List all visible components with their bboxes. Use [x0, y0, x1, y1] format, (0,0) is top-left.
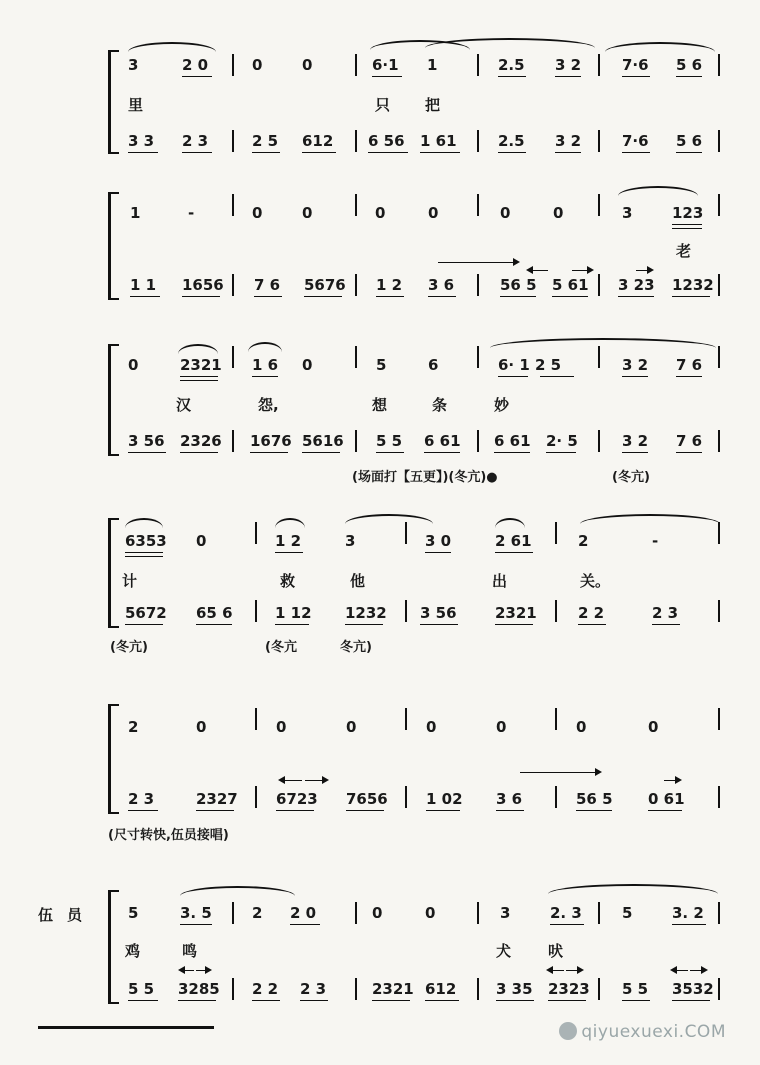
arrow: [548, 970, 564, 971]
note: 1 2: [376, 276, 403, 294]
arrow: [572, 270, 592, 271]
note: 6353: [125, 532, 167, 550]
note: 0: [302, 356, 313, 374]
note: 6723: [276, 790, 318, 808]
arrow: [196, 970, 210, 971]
note: 1 2: [275, 532, 302, 550]
arrow: [520, 772, 600, 773]
performance-annotation: 冬亢): [340, 640, 372, 655]
arrow: [280, 780, 302, 781]
performance-annotation: (场面打【五更】)(冬亢)●: [352, 470, 498, 485]
watermark-text: qiyuexuexi.COM: [581, 1022, 726, 1042]
note: 3 6: [496, 790, 523, 808]
note: 3 35: [496, 980, 533, 998]
note: 2327: [196, 790, 238, 808]
note: 1232: [345, 604, 387, 622]
system-brace: [108, 704, 119, 814]
slur: [128, 42, 216, 52]
lyric: 汉: [176, 396, 192, 414]
arrow: [566, 970, 582, 971]
logo-icon: [559, 1022, 577, 1040]
arrow: [672, 970, 688, 971]
note: 7 6: [254, 276, 281, 294]
note: 3 2: [555, 132, 582, 150]
note: 3 2: [622, 432, 649, 450]
note: 2323: [548, 980, 590, 998]
note: 3 2: [555, 56, 582, 74]
slur: [425, 38, 595, 48]
note: 6· 1 2 5: [498, 356, 562, 374]
note: 3. 2: [672, 904, 704, 922]
note: 7 6: [676, 356, 703, 374]
note: 7·6: [622, 56, 649, 74]
note: 2 61: [495, 532, 532, 550]
note: 1: [427, 56, 438, 74]
note: -: [188, 204, 195, 222]
note: 0: [128, 356, 139, 374]
note: 5: [128, 904, 139, 922]
note: 0: [553, 204, 564, 222]
note: 7656: [346, 790, 388, 808]
note: 56 5: [576, 790, 613, 808]
slur: [605, 42, 715, 52]
lyric: 出: [492, 572, 508, 590]
note: 1656: [182, 276, 224, 294]
note: 1 12: [275, 604, 312, 622]
tempo-annotation: (尺寸转快,伍员接唱): [108, 828, 229, 843]
note: 2 3: [300, 980, 327, 998]
note: 0: [372, 904, 383, 922]
note: 2 2: [252, 980, 279, 998]
arrow: [690, 970, 706, 971]
note: 0 61: [648, 790, 685, 808]
note: -: [652, 532, 659, 550]
slur: [248, 342, 282, 352]
note: 7·6: [622, 132, 649, 150]
lyric: 计: [122, 572, 138, 590]
note: 3 6: [428, 276, 455, 294]
note: 2321: [180, 356, 222, 374]
slur: [490, 338, 716, 348]
note: 65 6: [196, 604, 233, 622]
lyric: 里: [128, 96, 144, 114]
note: 2.5: [498, 56, 525, 74]
note: 1 02: [426, 790, 463, 808]
note: 0: [252, 56, 263, 74]
note: 1676: [250, 432, 292, 450]
lyric: 救: [280, 572, 296, 590]
note: 3 3: [128, 132, 155, 150]
note: 6 61: [424, 432, 461, 450]
slur: [125, 518, 163, 528]
note: 0: [375, 204, 386, 222]
note: 5 6: [676, 132, 703, 150]
performance-annotation: (冬亢): [612, 470, 650, 485]
note: 1: [130, 204, 141, 222]
note: 5 5: [622, 980, 649, 998]
lyric: 想: [372, 396, 388, 414]
note: 5 5: [376, 432, 403, 450]
note: 2 0: [290, 904, 317, 922]
note: 2 3: [182, 132, 209, 150]
slur: [178, 344, 218, 354]
slur: [345, 514, 433, 524]
watermark: [559, 1022, 726, 1042]
note: 0: [346, 718, 357, 736]
note: 5676: [304, 276, 346, 294]
note: 2 2: [578, 604, 605, 622]
lyric: 老: [676, 242, 692, 260]
note: 1 1: [130, 276, 157, 294]
note: 5616: [302, 432, 344, 450]
note: 612: [425, 980, 457, 998]
note: 2: [128, 718, 139, 736]
lyric: 鸡: [125, 942, 141, 960]
slur: [618, 186, 698, 196]
lyric: 吠: [548, 942, 564, 960]
note: 1 6: [252, 356, 279, 374]
system-brace: [108, 50, 119, 154]
note: 3: [622, 204, 633, 222]
note: 2· 5: [546, 432, 578, 450]
lyric: 条: [432, 396, 448, 414]
lyric: 鸣: [182, 942, 198, 960]
arrow: [305, 780, 327, 781]
note: 0: [500, 204, 511, 222]
slur: [495, 518, 525, 528]
lyric: 犬: [496, 942, 512, 960]
lyric: 他: [350, 572, 366, 590]
note: 3 0: [425, 532, 452, 550]
note: 2 3: [652, 604, 679, 622]
slur: [548, 884, 718, 894]
note: 0: [302, 204, 313, 222]
slur: [275, 518, 305, 528]
note: 7 6: [676, 432, 703, 450]
note: 1 61: [420, 132, 457, 150]
note: 56 5: [500, 276, 537, 294]
note: 3 56: [420, 604, 457, 622]
note: 2321: [372, 980, 414, 998]
note: 0: [496, 718, 507, 736]
note: 5: [622, 904, 633, 922]
lyric: 只: [375, 96, 391, 114]
note: 2.5: [498, 132, 525, 150]
note: 612: [302, 132, 334, 150]
arrow: [438, 262, 518, 263]
lyric: 关。: [580, 572, 611, 590]
note: 3 23: [618, 276, 655, 294]
note: 2 5: [252, 132, 279, 150]
performance-annotation: (冬亢: [265, 640, 297, 655]
note: 6 61: [494, 432, 531, 450]
slur: [180, 886, 295, 896]
arrow: [528, 270, 548, 271]
note: 0: [196, 532, 207, 550]
note: 2: [252, 904, 263, 922]
note: 2. 3: [550, 904, 582, 922]
note: 3. 5: [180, 904, 212, 922]
note: 5 6: [676, 56, 703, 74]
system-brace: [108, 890, 119, 1004]
system-brace: [108, 344, 119, 456]
system-brace: [108, 518, 119, 628]
note: 0: [428, 204, 439, 222]
note: 3: [345, 532, 356, 550]
slur: [580, 514, 720, 524]
note: 3: [500, 904, 511, 922]
note: 0: [426, 718, 437, 736]
performance-annotation: (冬亢): [110, 640, 148, 655]
note: 0: [648, 718, 659, 736]
note: 0: [196, 718, 207, 736]
lyric: 怨,: [258, 396, 279, 414]
arrow: [180, 970, 194, 971]
footer-rule: [38, 1026, 214, 1029]
note: 3285: [178, 980, 220, 998]
note: 3 2: [622, 356, 649, 374]
lyric: 妙: [494, 396, 510, 414]
note: 3 56: [128, 432, 165, 450]
note: 0: [276, 718, 287, 736]
note: 3532: [672, 980, 714, 998]
arrow: [636, 270, 652, 271]
note: 5 5: [128, 980, 155, 998]
note: 6·1: [372, 56, 399, 74]
note: 6 56: [368, 132, 405, 150]
note: 2 0: [182, 56, 209, 74]
note: 5: [376, 356, 387, 374]
note: 2321: [495, 604, 537, 622]
note: 5672: [125, 604, 167, 622]
note: 1232: [672, 276, 714, 294]
arrow: [664, 780, 680, 781]
note: 2 3: [128, 790, 155, 808]
note: 0: [425, 904, 436, 922]
system-brace: [108, 192, 119, 300]
note: 123: [672, 204, 704, 222]
note: 0: [302, 56, 313, 74]
note: 2: [578, 532, 589, 550]
note: 0: [252, 204, 263, 222]
lyric: 把: [425, 96, 441, 114]
note: 5 61: [552, 276, 589, 294]
role-label: 伍员: [38, 906, 97, 924]
note: 6: [428, 356, 439, 374]
note: 0: [576, 718, 587, 736]
note: 3: [128, 56, 139, 74]
note: 2326: [180, 432, 222, 450]
